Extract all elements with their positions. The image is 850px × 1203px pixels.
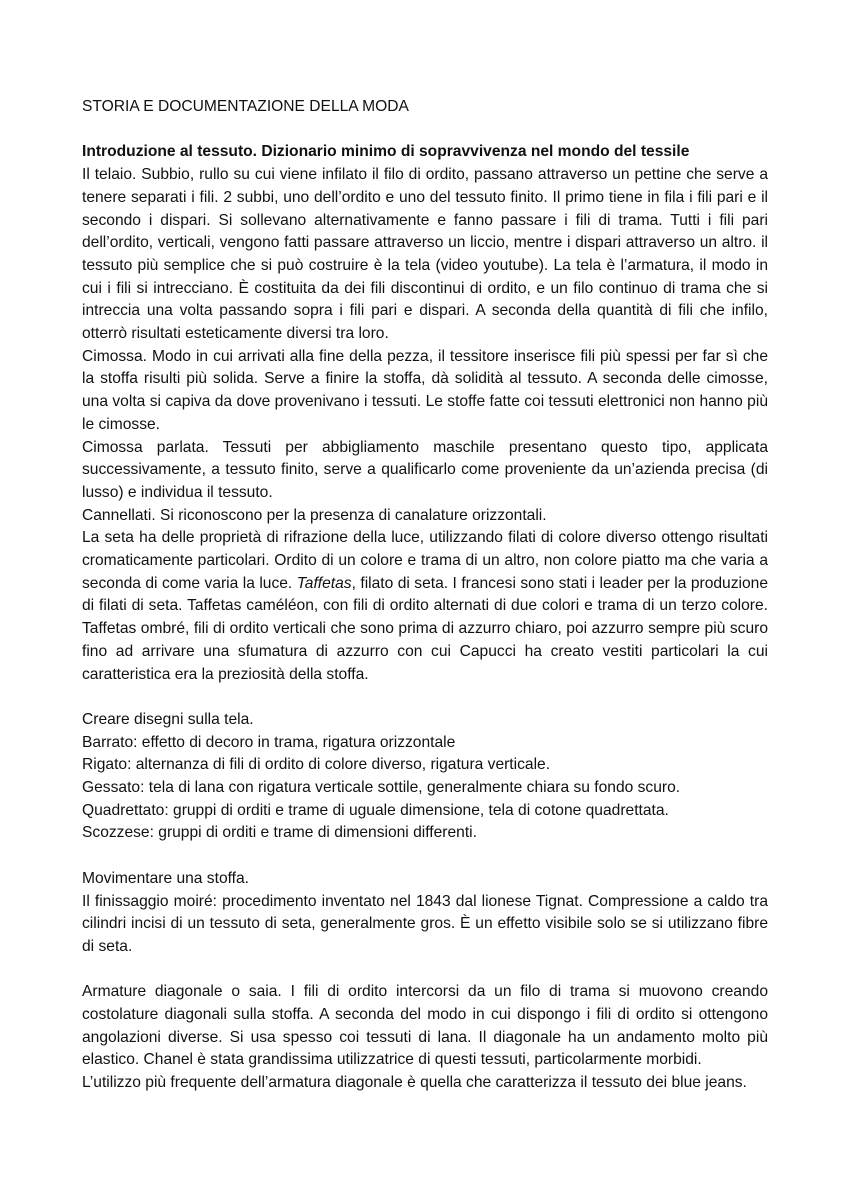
disegni-item: Rigato: alternanza di fili di ordito di colore diverso, rigatura verticale.	[82, 756, 551, 774]
disegni-item: Gessato: tela di lana con rigatura verticale sottile, generalmente chiara su fondo scuro.	[82, 779, 681, 797]
paragraph-seta	[82, 527, 768, 686]
disegni-title: Creare disegni sulla tela.	[82, 710, 254, 728]
document-title: STORIA E DOCUMENTAZIONE DELLA MODA	[82, 98, 409, 115]
spacer	[82, 845, 768, 868]
spacer	[82, 959, 768, 982]
taffetas-italic: Taffetas	[296, 574, 352, 592]
movimentare-title: Movimentare una stoffa.	[82, 869, 250, 887]
spacer	[82, 686, 768, 709]
paragraph-cimossa: Cimossa. Modo in cui arrivati alla fine della pezza, il tessitore inserisce fili più spessi per far sì che la stoffa risulti più solida. Serve a finire la stoffa, dà solidità al tessuto. A seconda delle cimosse, una volta si capiva da dove provenivano i tessuti. Le stoffe fatte coi tessuti elettronici non hanno più le cimosse.	[82, 347, 768, 433]
paragraph-telaio: Il telaio. Subbio, rullo su cui viene infilato il filo di ordito, passano attraverso un pettine che serve a tenere separati i fili. 2 subbi, uno dell’ordito e uno del tessuto finito. Il primo tiene in fila i fili pari e il secondo i dispari. Si sollevano alternativamente e fanno passare i fili di trama. Tutti i fili pari dell’ordito, verticali, vengono fatti passare attraverso un liccio, mentre i dispari attraverso un altro. il tessuto più semplice che si può costruire è la tela (video youtube). La tela è l’armatura, il modo in cui i fili si intrecciano. È costituita da dei fili discontinui di ordito, e un filo continuo di trama che si intreccia una volta passando sopra i fili pari e dispari. A seconda della quantità di fili che infilo, otterrò risultati esteticamente diversi tra loro.	[82, 166, 768, 343]
disegni-item: Quadrettato: gruppi di orditi e trame di uguale dimensione, tela di cotone quadrettata.	[82, 801, 669, 819]
seta-text-end: , filato di seta. I francesi sono stati i leader per la produzione di filati di seta. Taffetas caméléon, con fili di ordito alternati di due colori e trama di un terzo colore. Taffetas ombré, fili di ordito verticali che sono prima di azzurro chiaro, poi azzurro sempre più scuro fino ad arrivare una sfumatura di azzurro con cui Capucci ha creato vestiti particolari la cui caratteristica era la preziosità della stoffa.	[82, 574, 768, 683]
section-heading: Introduzione al tessuto. Dizionario minimo di sopravvivenza nel mondo del tessile	[82, 143, 690, 161]
seta-text-start: La seta ha delle proprietà di rifrazione della luce, utilizzando filati di colore diverso ottengo risultati cromaticamente particolari. Ordito di un colore e trama di un altro, non colore piatto ma che varia a seconda di come varia la luce.	[82, 529, 768, 592]
disegni-item: Scozzese: gruppi di orditi e trame di dimensioni differenti.	[82, 824, 477, 842]
paragraph-cannellati: Cannellati. Si riconoscono per la presenza di canalature orizzontali.	[82, 506, 547, 524]
disegni-item: Barrato: effetto di decoro in trama, rigatura orizzontale	[82, 733, 456, 751]
paragraph-armature: Armature diagonale o saia. I fili di ordito intercorsi da un filo di trama si muovono creando costolature diagonali sulla stoffa. A seconda del modo in cui dispongo i fili di ordito si ottengono angolazioni diverse. Si usa spesso coi tessuti di lana. Il diagonale ha un andamento molto più elastico. Chanel è stata grandissima utilizzatrice di questi tessuti, particolarmente morbidi.	[82, 983, 768, 1069]
paragraph-cimossa-parlata: Cimossa parlata. Tessuti per abbigliamento maschile presentano questo tipo, applicata successivamente, a tessuto finito, serve a qualificarlo come proveniente da un’azienda precisa (di lusso) e individua il tessuto.	[82, 438, 768, 501]
paragraph-jeans: L’utilizzo più frequente dell’armatura diagonale è quella che caratterizza il tessuto dei blue jeans.	[82, 1074, 747, 1092]
movimentare-text: Il finissaggio moiré: procedimento inventato nel 1843 dal lionese Tignat. Compressione a caldo tra cilindri incisi di un tessuto di seta, generalmente gros. È un effetto visibile solo se si utilizzano fibre di seta.	[82, 892, 768, 955]
